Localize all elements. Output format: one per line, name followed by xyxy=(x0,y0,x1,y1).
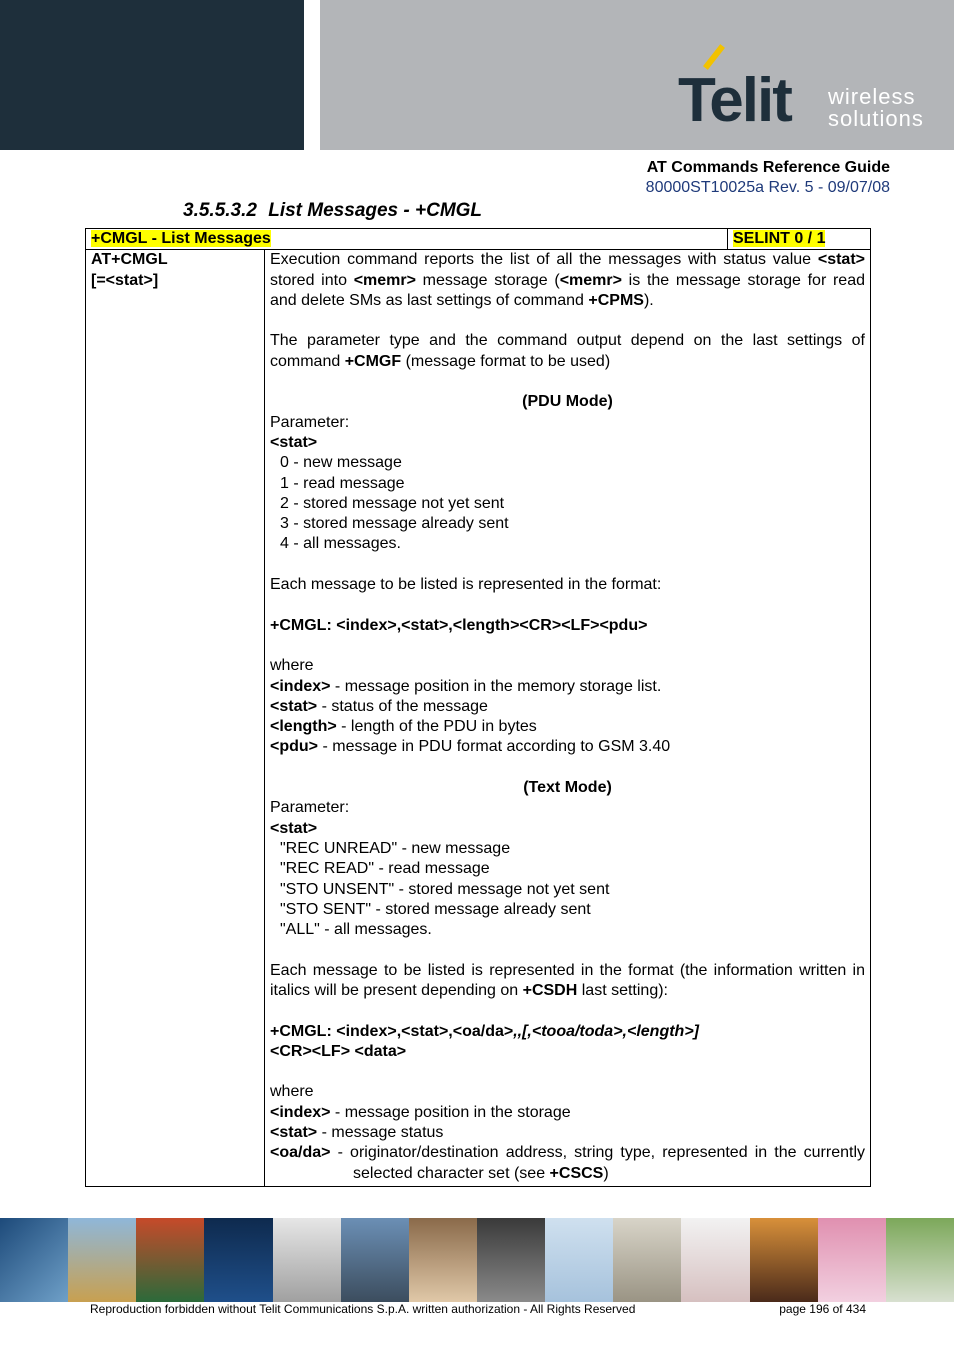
text: ). xyxy=(643,291,654,309)
text-stat-item: "STO SENT" - stored message already sent xyxy=(280,900,591,918)
text: - length of the PDU in bytes xyxy=(336,718,537,736)
text: - message position in the memory storage list. xyxy=(330,677,662,695)
pdu-format: +CMGL: <index>,<stat>,<length><CR><LF><pdu> xyxy=(270,616,648,634)
photo-tile xyxy=(750,1218,818,1302)
text: +CSDH xyxy=(522,981,578,999)
pdu-where-item xyxy=(270,717,865,737)
guide-revision: 80000ST10025a Rev. 5 - 09/07/08 xyxy=(645,179,890,196)
text-stat-item: "REC UNREAD" - new message xyxy=(280,839,511,857)
footer-photo-strip xyxy=(0,1218,954,1302)
photo-tile xyxy=(545,1218,613,1302)
table-header-right-cell xyxy=(728,229,871,250)
logo-line1: wireless xyxy=(828,84,916,109)
text: ) xyxy=(603,1164,609,1182)
text-stat-item: "ALL" - all messages. xyxy=(280,921,432,939)
pdu-stat-item: 0 - new message xyxy=(280,454,402,472)
table-header-left: +CMGL - List Messages xyxy=(91,230,271,247)
text-mode-heading: (Text Mode) xyxy=(523,779,612,797)
text: is the message storage for read and delete SMs as last settings of command xyxy=(270,271,866,309)
table-header-right: SELINT 0 / 1 xyxy=(733,230,826,247)
pdu-where-item xyxy=(270,697,865,717)
photo-tile xyxy=(681,1218,749,1302)
text: <length> xyxy=(270,718,337,736)
photo-tile xyxy=(136,1218,204,1302)
photo-tile xyxy=(477,1218,545,1302)
text-where-label: where xyxy=(270,1083,314,1101)
text: <memr> xyxy=(559,271,622,289)
section-heading xyxy=(183,200,482,222)
text-stat-label: <stat> xyxy=(270,819,318,837)
text: <stat> xyxy=(817,251,865,269)
pdu-mode-heading: (PDU Mode) xyxy=(522,393,613,411)
photo-tile xyxy=(613,1218,681,1302)
pdu-stat-item: 1 - read message xyxy=(280,474,405,492)
photo-tile xyxy=(68,1218,136,1302)
text: <index> xyxy=(270,1103,331,1121)
pdu-parameter-label: Parameter: xyxy=(270,413,350,431)
text: last setting): xyxy=(577,981,668,999)
photo-tile xyxy=(0,1218,68,1302)
section-title: List Messages - +CMGL xyxy=(268,200,483,221)
text: <oa/da> xyxy=(270,1144,331,1162)
header-dark-panel xyxy=(0,0,304,150)
command-name: AT+CMGL xyxy=(91,251,168,269)
text: - message position in the storage xyxy=(330,1103,571,1121)
text: <stat> xyxy=(270,1124,318,1142)
photo-tile xyxy=(204,1218,272,1302)
text-stat-item: "REC READ" - read message xyxy=(280,860,490,878)
photo-tile xyxy=(273,1218,341,1302)
pdu-stat-item: 3 - stored message already sent xyxy=(280,515,509,533)
section-number: 3.5.5.3.2 xyxy=(183,200,257,221)
guide-title: AT Commands Reference Guide xyxy=(646,159,890,176)
command-param: [=<stat>] xyxy=(91,271,159,289)
text: +CMGL: <index>,<stat>,<oa/da> xyxy=(270,1022,514,1040)
text: message storage ( xyxy=(415,271,560,289)
text: <pdu> xyxy=(270,738,319,756)
text: Execution command reports the list of all the messages with status value xyxy=(270,251,818,269)
table-body-row xyxy=(86,250,871,1187)
text: - message status xyxy=(317,1124,444,1142)
text: +CSCS xyxy=(549,1164,604,1182)
pdu-where-item xyxy=(270,737,865,757)
pdu-stat-item: 2 - stored message not yet sent xyxy=(280,494,505,512)
text: stored into xyxy=(270,271,354,289)
text: <memr> xyxy=(353,271,416,289)
telit-logo xyxy=(678,52,928,135)
text: +CMGF xyxy=(344,352,402,370)
text-where-item xyxy=(270,1123,865,1143)
text-format xyxy=(270,1022,865,1042)
footer-copyright: Reproduction forbidden without Telit Communications S.p.A. written authorization - All Rights Reserved xyxy=(90,1302,636,1316)
text: - message in PDU format according to GSM 3.40 xyxy=(318,738,671,756)
text: The parameter type and the command output depend on the last settings of command xyxy=(270,332,865,370)
text: +CPMS xyxy=(588,291,644,309)
logo-main-text: Telit xyxy=(678,66,791,135)
description-cell xyxy=(265,250,871,1187)
footer-page-number: page 196 of 434 xyxy=(779,1302,866,1316)
text: ,,[,<tooa/toda>,<length>] xyxy=(513,1022,699,1040)
photo-tile xyxy=(409,1218,477,1302)
command-table xyxy=(85,228,871,1187)
text: - status of the message xyxy=(317,697,488,715)
command-cell xyxy=(86,250,265,1187)
table-header-left-cell xyxy=(86,229,728,250)
desc-para-2 xyxy=(270,331,865,372)
pdu-format-intro: Each message to be listed is represented in the format: xyxy=(270,576,662,594)
text: <stat> xyxy=(270,697,318,715)
pdu-where-label: where xyxy=(270,657,314,675)
pdu-stat-label: <stat> xyxy=(270,433,318,451)
logo-line2: solutions xyxy=(828,106,924,131)
text-where-item-oada xyxy=(270,1143,865,1184)
text: <index> xyxy=(270,677,331,695)
desc-para-1 xyxy=(270,250,865,311)
photo-tile xyxy=(886,1218,954,1302)
photo-tile xyxy=(341,1218,409,1302)
pdu-where-item xyxy=(270,677,865,697)
text-parameter-label: Parameter: xyxy=(270,799,350,817)
pdu-stat-item: 4 - all messages. xyxy=(280,535,401,553)
text-format-intro xyxy=(270,961,865,1002)
text: - originator/destination address, string type, represented in the currently selected character set (see xyxy=(330,1144,865,1182)
text: Each message to be listed is represented in the format (the information written in italics will be present depending on xyxy=(270,961,865,999)
text-stat-item: "STO UNSENT" - stored message not yet sent xyxy=(280,880,610,898)
table-header-row xyxy=(86,229,871,250)
text: (message format to be used) xyxy=(401,352,611,370)
text-where-item xyxy=(270,1103,865,1123)
text-format-line2: <CR><LF> <data> xyxy=(270,1042,407,1060)
photo-tile xyxy=(818,1218,886,1302)
